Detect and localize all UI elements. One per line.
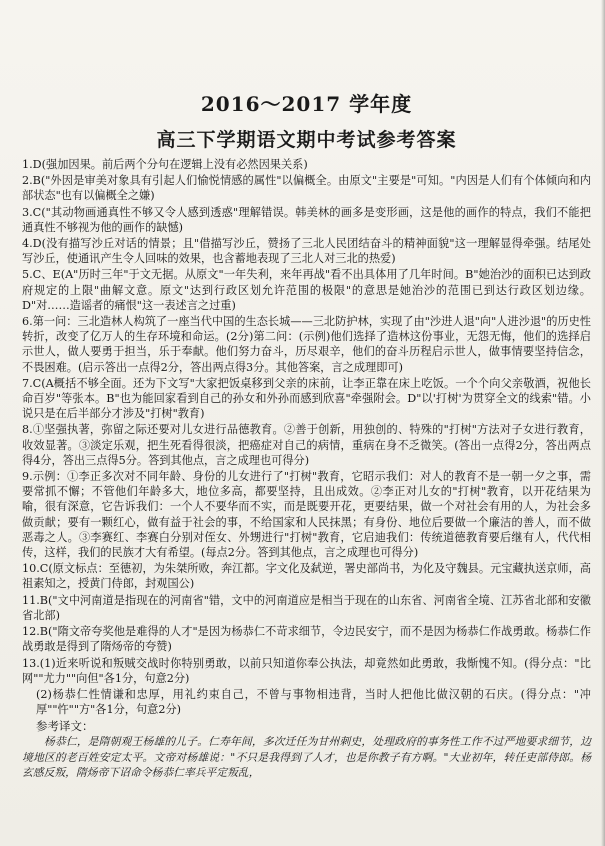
answer-item-2: 2.B("外因是审美对象具有引起人们愉悦情感的属性"以偏概全。由原文"主要是"可知。"内因是人们有个体倾向和内部状态"也有以偏概全之嫌) <box>22 174 591 203</box>
answer-item-9: 9.示例：①李正多次对不同年龄、身份的儿女进行了"打树"教育，它昭示我们：对人的教育不是一朝一夕之事，需要常抓不懈；不管他们年龄多大，地位多高，都要坚持，且出成效。②李正对儿女的"打树"教育，以开花结果为喻，很有深意，它告诉我们：一个人不要华而不实，而是既要开花，更要结果，做一个对社会有用的人，为社会多做贡献；要有一颗红心，做有益于社会的事，不给国家和人民抹黑；有身份、地位后要做一个廉洁的善人，而不做恶毒之人。③李赛红、李赛白分别对侄女、外甥进行"打树"教育，它启迪我们：传统道德教育要后继有人，代代相传，这样，我们的民族才大有希望。(每点2分。答到其他点，言之成理也可得分) <box>22 470 591 560</box>
answer-item-11: 11.B("文中河南道是指现在的河南省"错，文中的河南道应是相当于现在的山东省、河南省全境、江苏省北部和安徽省北部) <box>22 593 591 622</box>
title-year: 2016～2017 学年度 <box>200 92 413 116</box>
answer-item-10: 10.C(原文标点：至德初，为朱桀所败，奔江都。字文化及弑逆，署史部尚书，为化及守魏县。元宝藏执送京师，高祖素知之，授黄门侍郎，封观国公) <box>22 562 591 591</box>
answer-item-13-2: (2)杨恭仁性情谦和忠厚，用礼约束自己，不曾与事物相违背，当时人把他比做汉朝的石庆。(得分点："冲厚""忤""方"各1分，句意2分) <box>36 687 591 717</box>
answer-item-12: 12.B("隋文帝夸奖他是难得的人才"是因为杨恭仁不苛求细节，令边民安宁，而不是因为杨恭仁作战勇敢。杨恭仁作战勇敢是得到了隋炀帝的夸赞) <box>22 625 591 654</box>
page-title: 高三下学期语文期中考试参考答案 <box>156 129 457 151</box>
answer-item-6: 6.第一问：三北造林人构筑了一座当代中国的生态长城——三北防护林，实现了由"沙进人退"向"人进沙退"的历史性转折，改变了亿万人的生存环境和命运。(2分)第二问：(示例)他们选择了造林这份事业，无怨无悔，他们的选择启示世人，做人要勇于担当，乐于奉献。他们努力奋斗，历尽艰辛，他们的奋斗历程启示世人，做事情要坚持信念，不畏困难。(启示答出一点得2分，答出两点得3分。其他答案，言之成理即可) <box>22 315 591 374</box>
answer-item-1: 1.D(强加因果。前后两个分句在逻辑上没有必然因果关系) <box>22 158 308 171</box>
answer-list <box>22 157 591 717</box>
answer-item-7: 7.C(A概括不够全面。还为下文写"大家把饭桌移到父亲的床前，让李正靠在床上吃饭。一个个向父亲敬酒，祝他长命百岁"等张本。B"也为能回家看到自己的孙女和外孙而感到欣喜"牵强附会。D"以'打树'为贯穿全文的线索"错。小说只是在后半部分才涉及"打树"教育) <box>22 376 591 421</box>
answer-item-8: 8.①坚强执著，弥留之际还要对儿女进行品德教育。②善于创新，用独创的、特殊的"打树"方法对子女进行教育，收效显著。③淡定乐观，把生死看得很淡，把癌症对自己的病情，重病在身不乏微笑。(答出一点得2分，答出两点得4分，答出三点得5分。答到其他点，言之成理也可得分) <box>22 423 591 467</box>
translation-heading: 参考译文： <box>36 719 94 734</box>
page-edge-shadow <box>601 0 605 846</box>
translation-text: 杨恭仁，是隋朝观王杨雄的儿子。仁寿年间，多次迁任为甘州刺史，处理政府的事务性工作不过严地要求细节，边境地区的老百姓安定太平。文帝对杨雄说："不只是我得到了人才，也是你教子有方啊。"大业初年，转任吏部侍郎。杨玄感反叛，隋炀帝下诏命令杨恭仁率兵平定叛乱， <box>22 735 591 780</box>
answer-item-13-1: 13.(1)近来听说和叛贼交战时你特别勇敢，以前只知道你奉公执法，却竟然如此勇敢，我惭愧不知。(得分点："比网""尤力""向但"各1分，句意2分) <box>22 656 591 685</box>
answer-item-4: 4.D(没有描写沙丘对话的情景；且"借描写沙丘，赞扬了三北人民团结奋斗的精神面貌"这一理解显得牵强。结尾处写沙丘，使通讯产生令人回味的效果，也含蓄地表现了三北人对三北的热爱) <box>22 237 591 266</box>
answer-item-5: 5.C、E(A"历时三年"于文无据。从原文"一年失利，来年再战"看不出具体用了几年时间。B"她治沙的面积已达到政府规定的上限"曲解文意。原文"达到行政区划允许范围的极限"的意思是她治沙的范围已到达行政区划边缘。D"对……造谣者的痛恨"这一表述言之过重) <box>22 268 591 312</box>
answer-item-3: 3.C("其动物画通真性不够又令人感到透惑"理解错误。韩美林的画多是变形画，这是他的画作的特点，我们不能把通真性不够视为他的画作的缺憾) <box>22 205 591 234</box>
